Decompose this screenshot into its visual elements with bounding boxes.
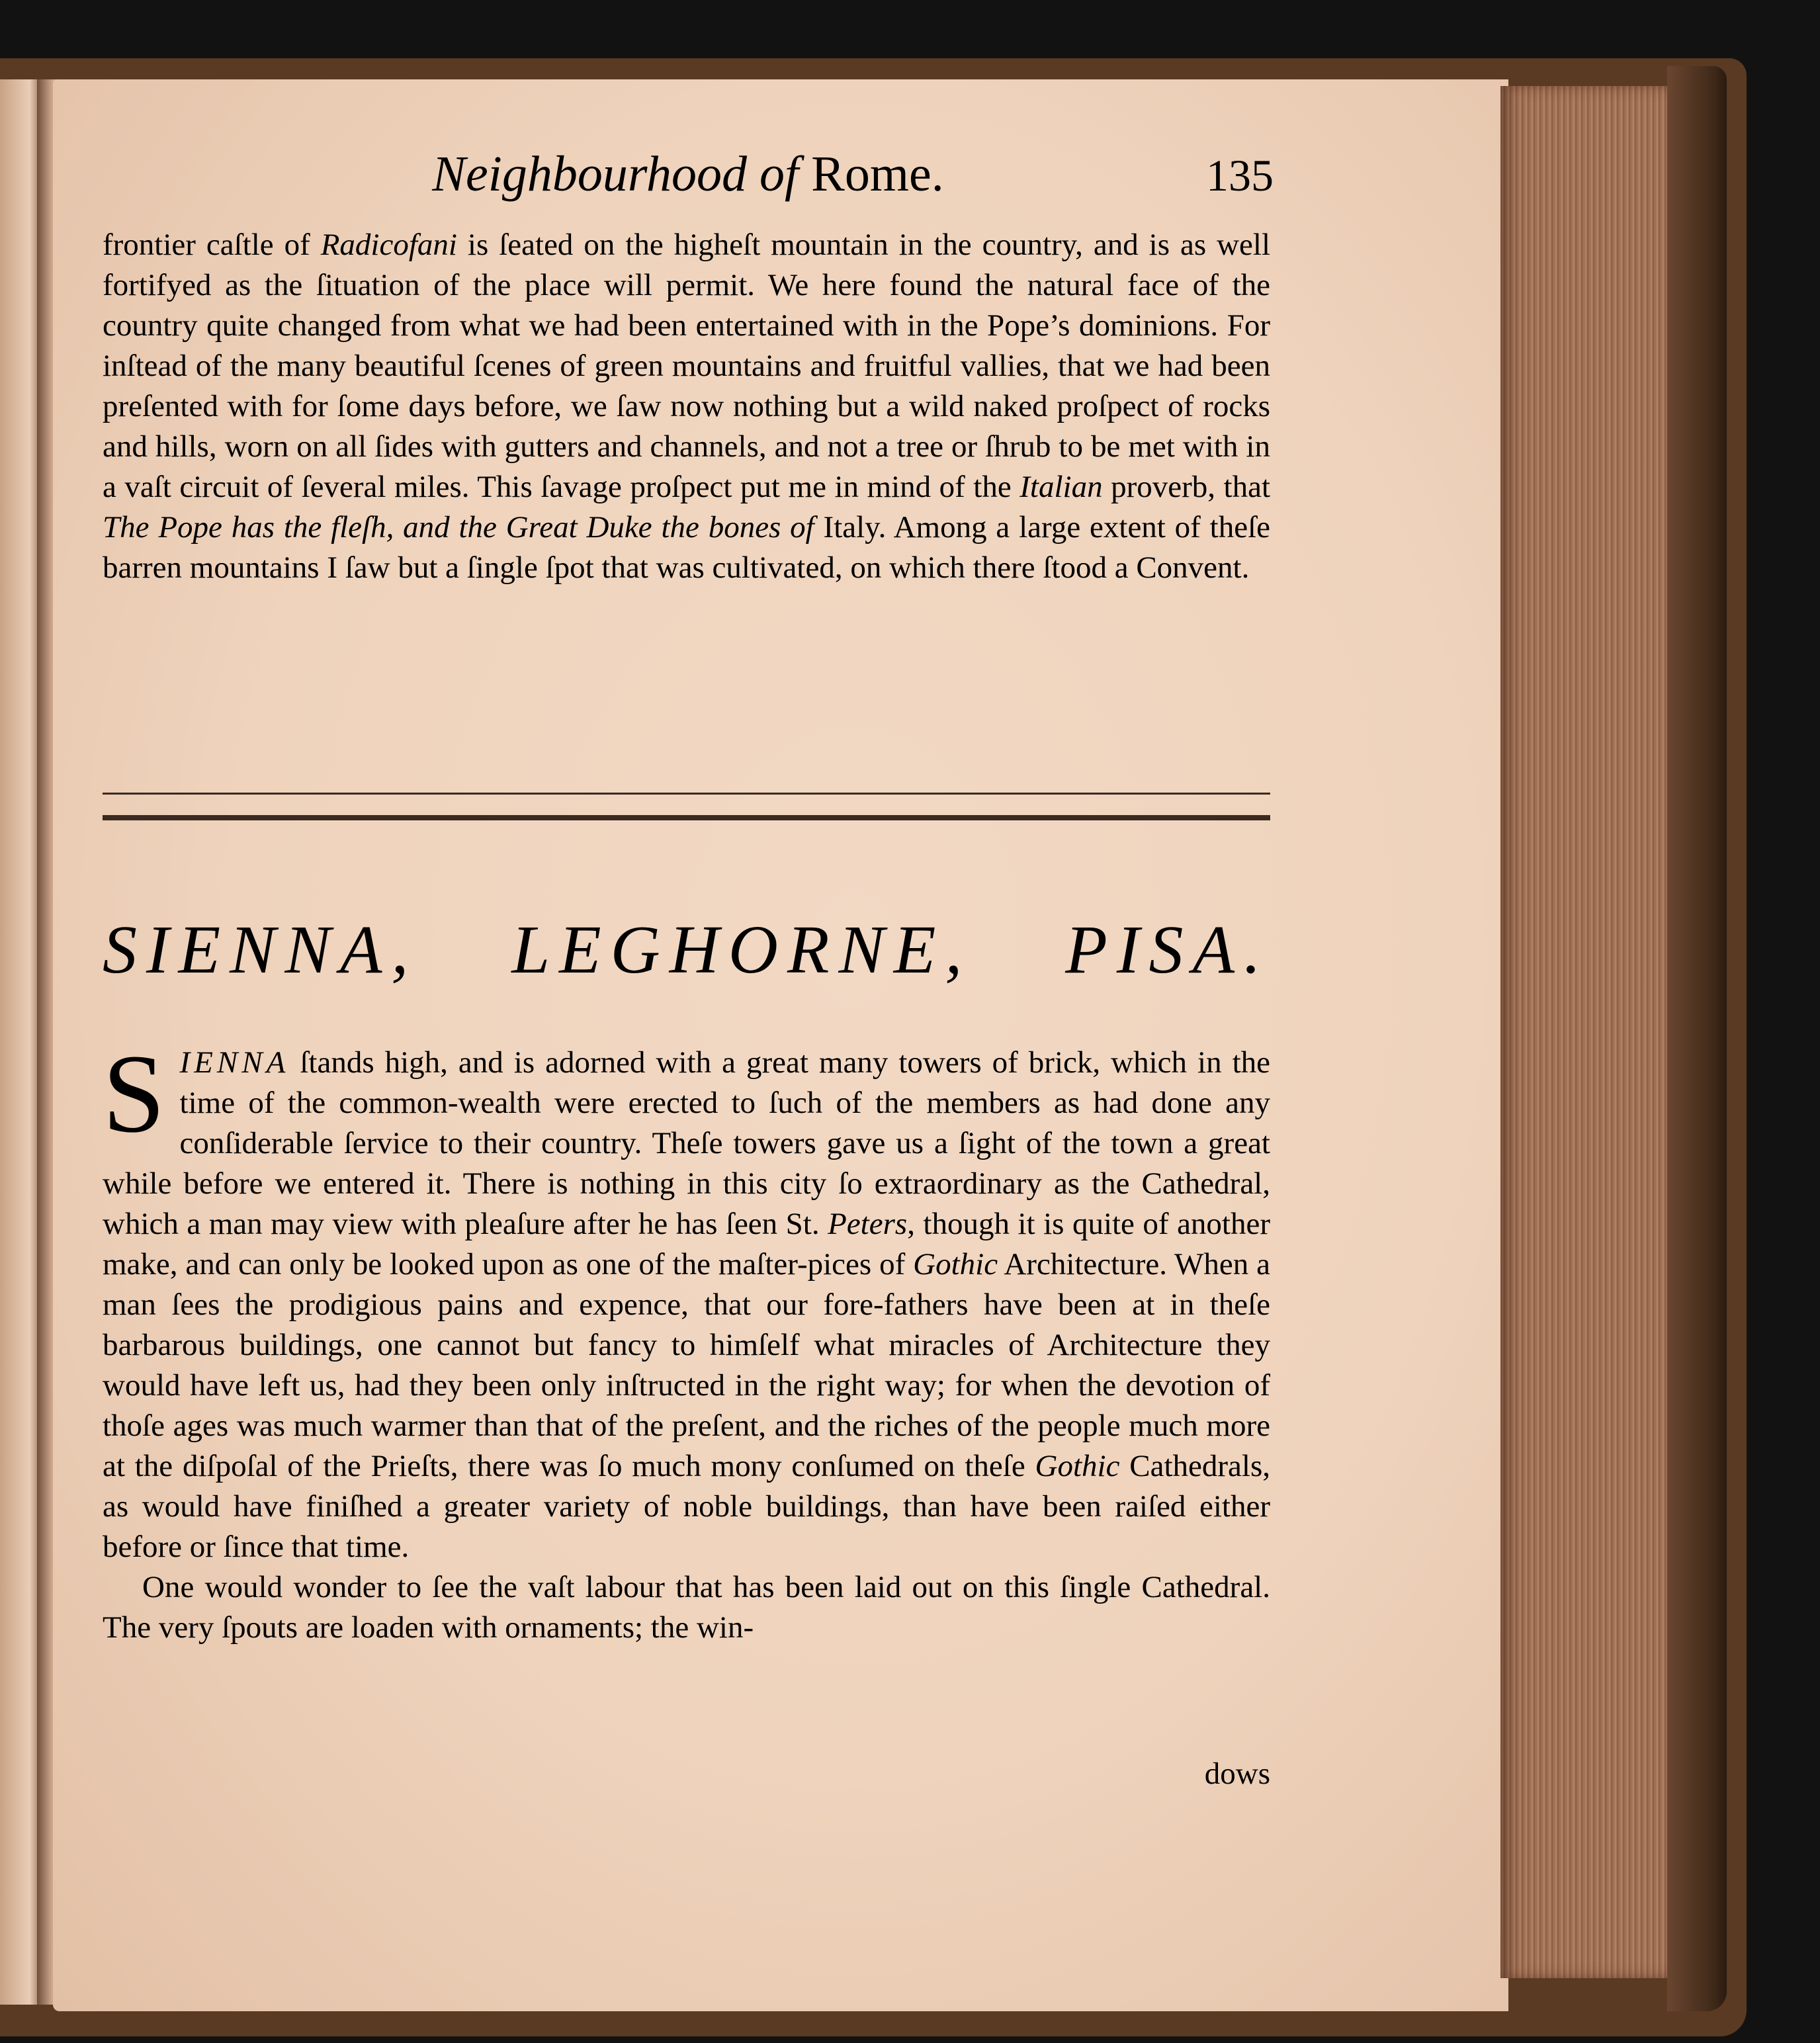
running-head [103, 146, 1274, 203]
main-paragraph [103, 1031, 1270, 1567]
page-header [103, 146, 1274, 205]
italic-word: Italian [1019, 470, 1103, 504]
text-run: Architecture. When a man ſees the prodigious pains and expence, that our fore-fathers have been at in theſe barbarous buildings, one cannot but fancy to himſelf what miracles of Architecture they would have left us, had they been only inſtructed in the right way; for when the devotion of thoſe ages was much warmer than that of the preſent, and the riches of the people much more at the diſpoſal of the Prieſts, there was ſo much mony conſumed on theſe [103, 1247, 1270, 1483]
catchword: dows [1204, 1757, 1270, 1791]
top-paragraph [103, 225, 1270, 588]
lead-word: IENNA [179, 1045, 290, 1080]
section-rule-thick [103, 815, 1270, 820]
italic-proverb: The Pope has the fleſh, and the Great Duke the bones of [103, 510, 814, 544]
italic-word: Gothic [913, 1247, 998, 1282]
text-run: proverb, that [1102, 470, 1270, 504]
text-run: ſtands high, and is adorned with a great many towers of brick, which in the time of the common-wealth were erected to ſuch of the members as had done any conſiderable ſervice to their country. Theſe towers gave us a ſight of the town a great while before we entered it. There is nothing in this city ſo extraordinary as the Cathedral, which a man may view with pleaſure after he has ſeen St. [103, 1045, 1270, 1241]
text-run: is ſeated on the higheſt mountain in the country, and is as well fortifyed as the ſituation of the place will permit. We here found the natural face of the country quite changed from what we had been entertained with in the Pope’s dominions. For inſtead of the many beautiful ſcenes of green mountains and fruitful vallies, that we had been preſented with for ſome days before, we ſaw now nothing but a wild naked proſpect of rocks and hills, worn on all ſides with gutters and channels, and not a tree or ſhrub to be met with in a vaſt circuit of ſeveral miles. This ſavage proſpect put me in mind of the [103, 228, 1270, 504]
main-text-block [103, 1031, 1270, 1648]
running-head-roman: Rome. [811, 146, 944, 202]
page-block-edge [1500, 86, 1672, 1978]
running-head-italic: Neighbourhood of [432, 146, 799, 202]
book-cover-edge [1667, 66, 1727, 2011]
italic-place-name: Radicofani [320, 228, 457, 262]
facing-page-edge [0, 79, 42, 2005]
text-run: Italy. Among a large extent of theſe barren mountains I ſaw but a ſingle ſpot that was cultivated, on which there ſtood a Convent. [103, 510, 1270, 585]
text-run: Cathedrals, as would have finiſhed a greater variety of noble buildings, than have been raiſed either before or ſince that time. [103, 1449, 1270, 1564]
page-number: 135 [1206, 150, 1274, 200]
section-rule-thin [103, 793, 1270, 795]
text-run: frontier caſtle of [103, 228, 321, 262]
section-title: SIENNA, LEGHORNE, PISA. [103, 912, 1270, 988]
top-paragraph-block [103, 225, 1270, 588]
text-run: , though it is quite of another make, and can only be looked upon as one of the maſter-pices of [103, 1207, 1270, 1282]
second-paragraph: One would wonder to ſee the vaſt labour that has been laid out on this ſingle Cathedral. The very ſpouts are loaden with ornaments; the win- [103, 1570, 1270, 1645]
italic-word: Peters [828, 1207, 908, 1241]
italic-word: Gothic [1035, 1449, 1120, 1483]
drop-cap: S [103, 1031, 165, 1156]
